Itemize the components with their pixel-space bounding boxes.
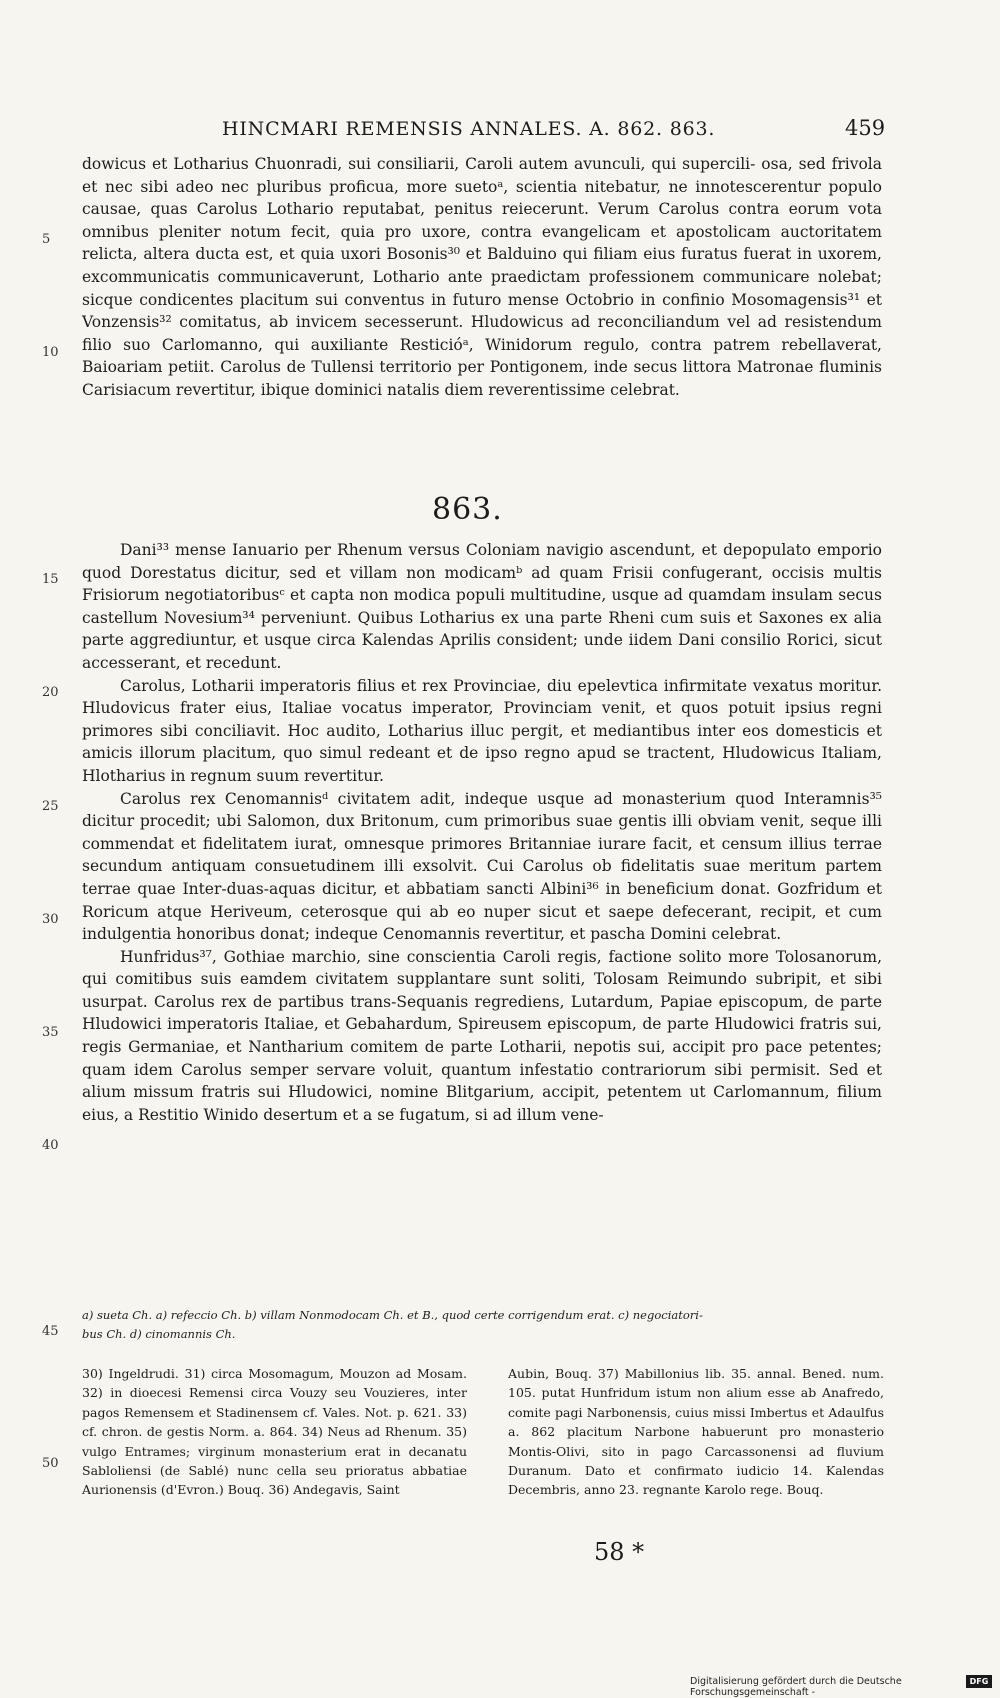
variant-line: a) sueta Ch. a) refeccio Ch. b) villam Nonmodocam Ch. et B., quod certe corrigendum erat. c) negociatori- [82, 1308, 703, 1322]
line-number: 25 [42, 799, 59, 814]
line-number: 10 [42, 345, 59, 360]
line-number: 40 [42, 1138, 59, 1153]
sheet-signature: 58 * [594, 1538, 645, 1566]
footnote-text: Aubin, Bouq. 37) Mabillonius lib. 35. annal. Bened. num. 105. putat Hunfridum istum non alium esse ab Anafredo, comite pagi Narbonensis, cuius missi Imbertus et Adaulfus a. 862 placitum Narbone habuerunt pro monasterio Montis-Olivi, sito in pago Carcassonensi ad fluvium Duranum. Dato et confirmato iudicio 14. Kalendas Decembris, anno 23. regnante Karolo rege. Bouq. [508, 1366, 884, 1498]
line-number: 5 [42, 232, 51, 247]
footnotes-right-column [508, 1364, 884, 1500]
digitization-credit: Digitalisierung gefördert durch die Deutsche Forschungsgemeinschaft - [690, 1676, 902, 1698]
paragraph-carolus-cenomannis: Carolus rex Cenomannisᵈ civitatem adit, indeque usque ad monasterium quod Interamnis³⁵ dicitur procedit; ubi Salomon, dux Britonum, cum primoribus suae gentis illi obviam venit, seque illi commendat et fidelitatem iurat, omnesque primores Britanniae iurare facit, et censum illius terrae secundum antiquam consuetudinem illi exsolvit. Cui Carolus ob fidelitatis suae meritum partem terrae quae Inter-duas-aquas dicitur, et abbatiam sancti Albini³⁶ in beneficium donat. Gozfridum et Roricum atque Heriveum, ceterosque qui ab eo nuper sicut et saepe defecerant, recipit, et cum indulgentia honoribus donat; indeque Cenomannis revertitur, et pascha Domini celebrat. [82, 789, 882, 944]
line-number: 20 [42, 685, 59, 700]
line-number: 50 [42, 1456, 59, 1471]
footnotes-left-column [82, 1364, 467, 1500]
text-block-862 [82, 153, 882, 402]
variant-line: bus Ch. d) cinomannis Ch. [82, 1327, 236, 1341]
year-heading: 863. [432, 492, 503, 527]
critical-apparatus [82, 1306, 882, 1344]
paragraph-carolus-provinciae: Carolus, Lotharii imperatoris filius et rex Provinciae, diu epelevtica infirmitate vexatus moritur. Hludovicus frater eius, Italiae vocatus imperator, Provinciam venit, et quos potuit ipsius regni primores sibi conciliavit. Hoc audito, Lotharius illuc pergit, et mediantibus inter eos domesticis et amicis illorum placitum, quo simul redeant et de ipso regno apud se tractent, Hludowicus Italiam, Hlotharius in regnum suum revertitur. [82, 676, 882, 785]
page-number: 459 [845, 116, 886, 140]
paragraph-dani: Dani³³ mense Ianuario per Rhenum versus Coloniam navigio ascendunt, et depopulato emporio quod Dorestatus dicitur, sed et villam non modicamᵇ ad quam Frisii confugerant, occisis multis Frisiorum negotiatoribusᶜ et capta non modica populi multitudine, usque ad quamdam insulam secus castellum Novesium³⁴ perveniunt. Quibus Lotharius ex una parte Rheni cum suis et Saxones ex alia parte aggrediuntur, et usque circa Kalendas Aprilis consident; unde iidem Dani consilio Rorici, sicut accesserant, et recedunt. [82, 541, 882, 672]
paragraph-862-end: dowicus et Lotharius Chuonradi, sui consiliarii, Caroli autem avunculi, qui supercili- osa, sed frivola et nec sibi adeo nec pluribus proficua, more suetoᵃ, scientia nitebatur, ne innotescerentur populo causae, quas Carolus Lothario reputabat, penitus reiecerunt. Verum Carolus contra eorum vota omnibus pleniter notum fecit, quia pro uxore, contra evangelicam et apostolicam auctoritatem relicta, altera ducta est, et quia uxori Bosonis³⁰ et Balduino qui filiam eius furatus fuerat in uxorem, excommunicatis communicaverunt, Lothario ante praedictam professionem communicare nolebat; sicque condicentes placitum sui conventus in futuro mense Octobrio in confinio Mosomagensis³¹ et Vonzensis³² comitatus, ab invicem secesserunt. Hludowicus ad reconciliandum vel ad resistendum filio suo Carlomanno, qui auxiliante Resticióᵃ, Winidorum regulo, contra patrem rebellaverat, Baioariam petiit. Carolus de Tullensi territorio per Pontigonem, inde secus littora Matronae fluminis Carisiacum revertitur, ibique dominici natalis diem reverentissime celebrat. [82, 155, 882, 399]
dfg-logo: DFG [966, 1675, 992, 1688]
line-number: 15 [42, 572, 59, 587]
paragraph-hunfridus: Hunfridus³⁷, Gothiae marchio, sine conscientia Caroli regis, factione solito more Tolosanorum, qui comitibus suis eamdem civitatem supplantare sunt soliti, Tolosam Reimundo subripit, et sibi usurpat. Carolus rex de partibus trans-Sequanis regrediens, Lutardum, Papiae episcopum, de parte Hludowici imperatoris Italiae, et Gebahardum, Spireusem episcopum, de parte Hludowici fratris sui, regis Germaniae, et Nantharium comitem de parte Lotharii, nepotis sui, accipit pro pace petentes; quam idem Carolus semper servare voluit, quantum infestatio contrariorum sibi permisit. Sed et alium missum fratris sui Hludowici, nomine Blitgarium, accipit, petentem ut Carlomannum, filium eius, a Restitio Winido desertum et a se fugatum, si ad illum vene- [82, 947, 882, 1124]
running-header: HINCMARI REMENSIS ANNALES. A. 862. 863. [222, 118, 716, 140]
line-number: 30 [42, 912, 59, 927]
line-number: 45 [42, 1324, 59, 1339]
line-number: 35 [42, 1025, 59, 1040]
text-block-863 [82, 539, 882, 1126]
footnote-text: 30) Ingeldrudi. 31) circa Mosomagum, Mouzon ad Mosam. 32) in dioecesi Remensi circa Vouzy seu Vouzieres, inter pagos Remensem et Stadinensem cf. Vales. Not. p. 621. 33) cf. chron. de gestis Norm. a. 864. 34) Neus ad Rhenum. 35) vulgo Entrames; virginum monasterium erat in decanatu Sabloliensi (de Sablé) nunc cella seu prioratus abbatiae Aurionensis (d'Evron.) Bouq. 36) Andegavis, Saint [82, 1366, 467, 1498]
